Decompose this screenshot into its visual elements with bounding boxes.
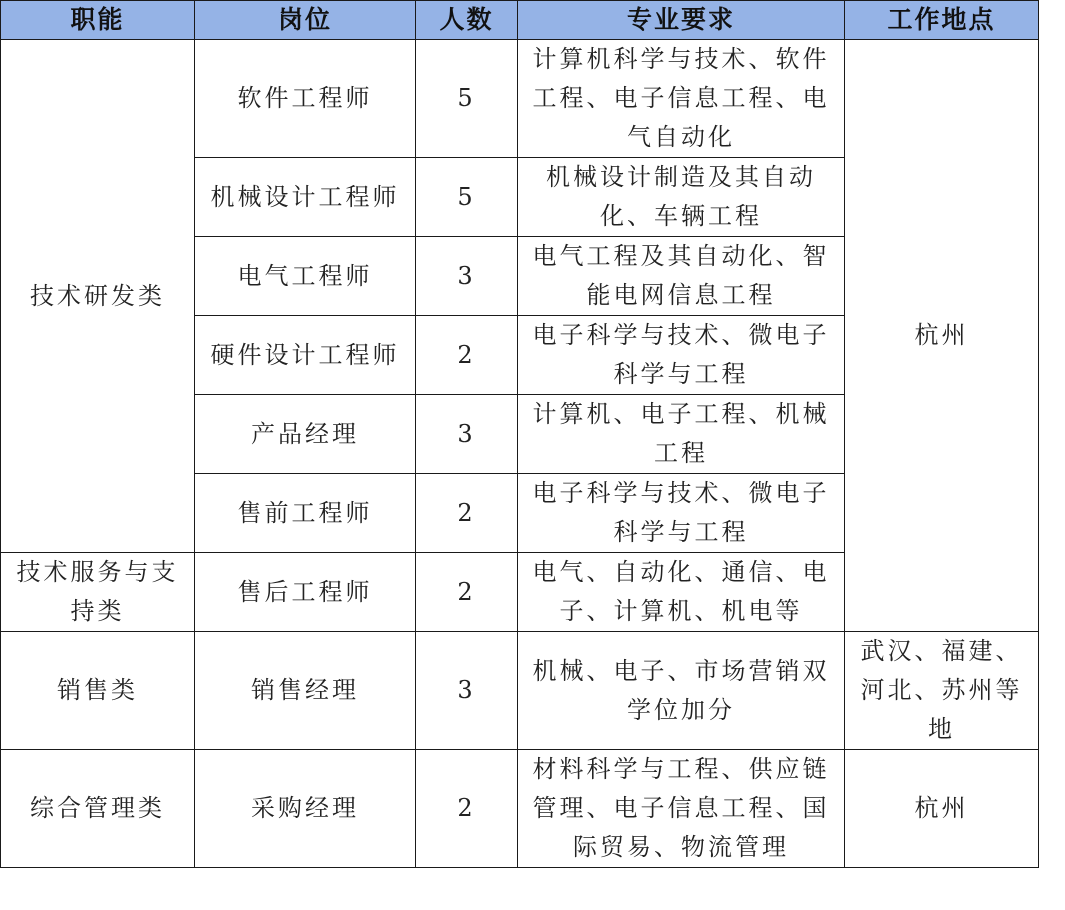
function-cell: 综合管理类 bbox=[1, 750, 195, 868]
major-cell: 计算机科学与技术、软件工程、电子信息工程、电气自动化 bbox=[518, 40, 845, 158]
major-cell: 机械设计制造及其自动化、车辆工程 bbox=[518, 158, 845, 237]
count-cell: 2 bbox=[416, 316, 518, 395]
major-cell: 电气工程及其自动化、智能电网信息工程 bbox=[518, 237, 845, 316]
major-cell: 计算机、电子工程、机械工程 bbox=[518, 395, 845, 474]
header-row bbox=[1, 1, 1039, 40]
position-cell: 销售经理 bbox=[195, 632, 416, 750]
major-cell: 电气、自动化、通信、电子、计算机、机电等 bbox=[518, 553, 845, 632]
location-cell: 武汉、福建、河北、苏州等地 bbox=[845, 632, 1039, 750]
function-cell: 技术研发类 bbox=[1, 40, 195, 553]
count-cell: 3 bbox=[416, 395, 518, 474]
count-cell: 2 bbox=[416, 553, 518, 632]
position-cell: 售前工程师 bbox=[195, 474, 416, 553]
table-row bbox=[1, 750, 1039, 868]
major-cell: 材料科学与工程、供应链管理、电子信息工程、国际贸易、物流管理 bbox=[518, 750, 845, 868]
count-cell: 3 bbox=[416, 632, 518, 750]
header-position: 岗位 bbox=[195, 1, 416, 40]
position-cell: 机械设计工程师 bbox=[195, 158, 416, 237]
major-cell: 电子科学与技术、微电子科学与工程 bbox=[518, 316, 845, 395]
header-function: 职能 bbox=[1, 1, 195, 40]
header-count: 人数 bbox=[416, 1, 518, 40]
table-row bbox=[1, 40, 1039, 158]
position-cell: 采购经理 bbox=[195, 750, 416, 868]
function-cell: 技术服务与支持类 bbox=[1, 553, 195, 632]
header-location: 工作地点 bbox=[845, 1, 1039, 40]
major-cell: 电子科学与技术、微电子科学与工程 bbox=[518, 474, 845, 553]
position-cell: 产品经理 bbox=[195, 395, 416, 474]
position-cell: 电气工程师 bbox=[195, 237, 416, 316]
count-cell: 5 bbox=[416, 158, 518, 237]
position-cell: 硬件设计工程师 bbox=[195, 316, 416, 395]
function-cell: 销售类 bbox=[1, 632, 195, 750]
location-cell: 杭州 bbox=[845, 750, 1039, 868]
table-row bbox=[1, 632, 1039, 750]
header-major: 专业要求 bbox=[518, 1, 845, 40]
count-cell: 2 bbox=[416, 750, 518, 868]
count-cell: 5 bbox=[416, 40, 518, 158]
position-cell: 售后工程师 bbox=[195, 553, 416, 632]
major-cell: 机械、电子、市场营销双学位加分 bbox=[518, 632, 845, 750]
count-cell: 3 bbox=[416, 237, 518, 316]
location-cell: 杭州 bbox=[845, 40, 1039, 632]
position-cell: 软件工程师 bbox=[195, 40, 416, 158]
count-cell: 2 bbox=[416, 474, 518, 553]
